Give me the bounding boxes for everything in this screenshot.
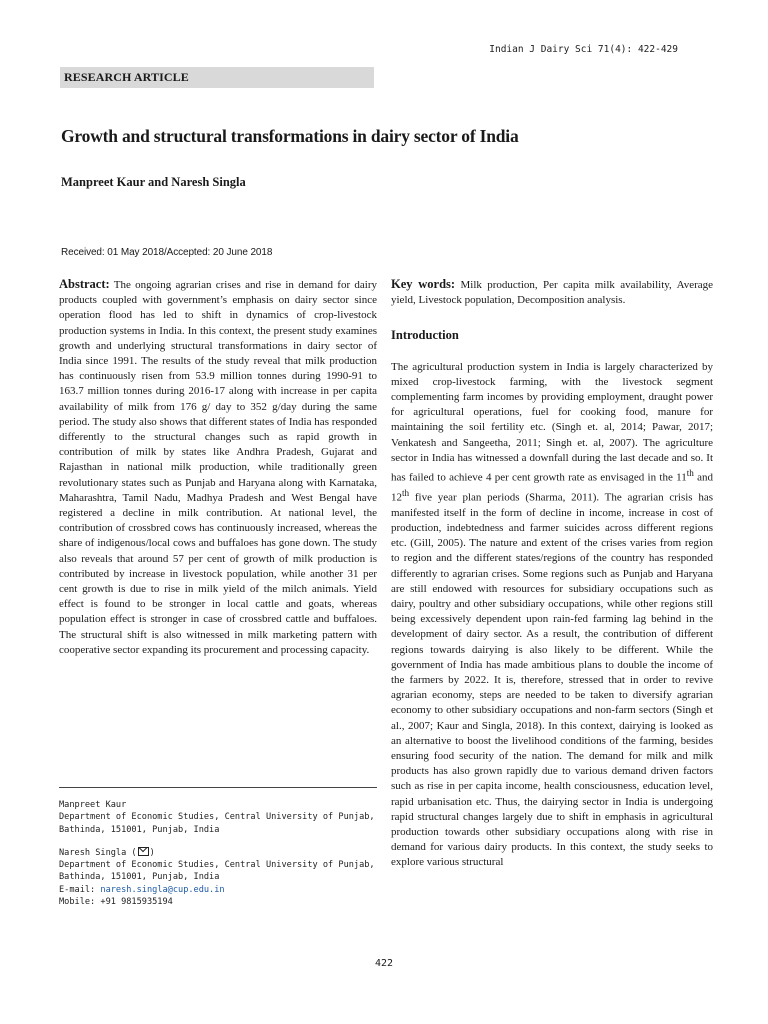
intro-text-3: five year plan periods (Sharma, 2011). The agrarian crisis has manifested itself in the form of decline in income, increase in cost of production, indebtedness and farmer suicides across different regions etc. (Gill, 2005). The nature and extent of the crises varies from region to region and the different states/regions of the country has responded differently to agrarian crises. Some regions such as Punjab and Haryana are still endowed with resources for subsidiary occupations such as dairy, poultry and other subsidiary occupations, while other regions still being excessively dependent upon rain-fed farming lag behind in the development of dairy sector. As a result, the contribution of different regions towards dairying is also likely to be different. While the government of India has made ambitious plans to double the income of the farmers by 2022. It is, therefore, stressed that in order to revive agrarian economy, steps are needed to be taken to diversify agrarian economy to other subsidiary occupations and non-farm sectors (Singh et al., 2007; Kaur and Singla, 2018). In this context, dairying is looked as an alternative to boost the livelihood conditions of the farming, besides ensuring food security of the nation. The demand for milk and milk products has also grown rapidly due to various demand driven factors such as rise in per capita income, health consciousness, education level, rapid urbanisation etc. Thus, the dairying sector in India is undergoing rapid structural changes largely due to shift in emphasis in agricultural production towards other subsidiary occupations along with rise in demand for various dairy products. In this context, the study seeks to explore various structural [391, 491, 713, 869]
superscript-th-1: th [686, 468, 694, 479]
email-line [59, 884, 377, 896]
author2-name-close: ) [149, 847, 155, 858]
right-column [391, 277, 713, 871]
keywords-text: Milk production, Per capita milk availability, Average yield, Livestock population, Decomposition analysis. [391, 279, 714, 307]
author2-address: Bathinda, 151001, Punjab, India [59, 872, 220, 883]
introduction-paragraph [391, 360, 713, 871]
abstract-text: The ongoing agrarian crises and rise in demand for dairy products coupled with government’s emphasis on dairy sector since operation flood has led to shift in dynamics of crop-livestock production systems in India. In this context, the present study examines growth and underlying structural transformations in dairy sector of India since 1991. The results of the study reveal that milk production has continuously risen from 53.9 million tonnes during 1990-91 to 163.7 million tonnes during 2016-17 along with increase in per capita availability of milk from 176 g/ day to 352 g/day during the same period. The study also shows that different states of India has responded differently to the structural changes such as rapid growth in contribution of milk by states like Andhra Pradesh, Gujarat and Rajasthan in national milk production, while traditionally green revolutionary states such as Punjab and Haryana along with Karnataka, Maharashtra, Tamil Nadu, Madhya Pradesh and West Bengal have registered a decline in milk contribution. At national level, the contribution of crossbred cows has continuously increased, whereas the share of indigenous/local cows and buffaloes has gone down. The study also reveals that around 57 per cent of growth of milk production is contributed by increase in livestock population, while another 31 per cent growth is due to rise in milk yield of the milch animals. Yield effect is found to be stronger in local cattle and goats, whereas population effect is stronger in case of crossbred cattle and buffaloes. The structural shift is also witnessed in milk marketing pattern with cooperative sector expanding its procurement and processing capacity. [59, 279, 377, 656]
received-accepted-dates: Received: 01 May 2018/Accepted: 20 June 2018 [61, 247, 273, 258]
keywords-paragraph [391, 277, 713, 308]
author-list: Manpreet Kaur and Naresh Singla [61, 175, 246, 189]
author1-department: Department of Economic Studies, Central University of Punjab, [59, 812, 375, 823]
author1-address: Bathinda, 151001, Punjab, India [59, 824, 220, 835]
author-affiliations [59, 799, 377, 908]
author1-name: Manpreet Kaur [59, 800, 127, 810]
page-number: 422 [374, 958, 394, 969]
journal-reference: Indian J Dairy Sci 71(4): 422-429 [489, 44, 678, 55]
intro-text-2: and 12 [391, 471, 714, 504]
abstract-label: Abstract: [59, 277, 110, 291]
email-link[interactable]: naresh.singla@cup.edu.in [100, 884, 225, 895]
abstract-paragraph [59, 277, 377, 658]
email-label: E-mail: [59, 884, 101, 895]
author2-name-text: Naresh Singla ( [59, 847, 137, 858]
footnote-divider [59, 787, 377, 788]
keywords-label: Key words: [391, 277, 456, 291]
mobile-line: Mobile: +91 9815935194 [59, 897, 173, 908]
superscript-th-2: th [402, 487, 410, 498]
article-type-label: RESEARCH ARTICLE [64, 70, 189, 84]
author2-department: Department of Economic Studies, Central University of Punjab, [59, 860, 375, 871]
intro-text-1: The agricultural production system in India is largely characterized by mixed crop-livestock farming, with the livestock segment complementing farm incomes by providing employment, draught power for agricultural operations, fuel for cooking food, manure for maintaining the soil fertility etc. (Singh et. al, 2014; Pawar, 2017; Venkatesh and Sangeetha, 2011; Singh et. al, 2007). The agriculture sector in India has witnessed a downfall during the last decade and so. It has failed to achieve 4 per cent growth rate as envisaged in the 11 [391, 360, 713, 484]
author2-name [59, 846, 377, 859]
introduction-heading: Introduction [391, 328, 459, 343]
article-title: Growth and structural transformations in dairy sector of India [61, 126, 519, 146]
abstract-column [59, 277, 377, 658]
article-type-band [60, 67, 374, 88]
envelope-icon [138, 847, 149, 856]
